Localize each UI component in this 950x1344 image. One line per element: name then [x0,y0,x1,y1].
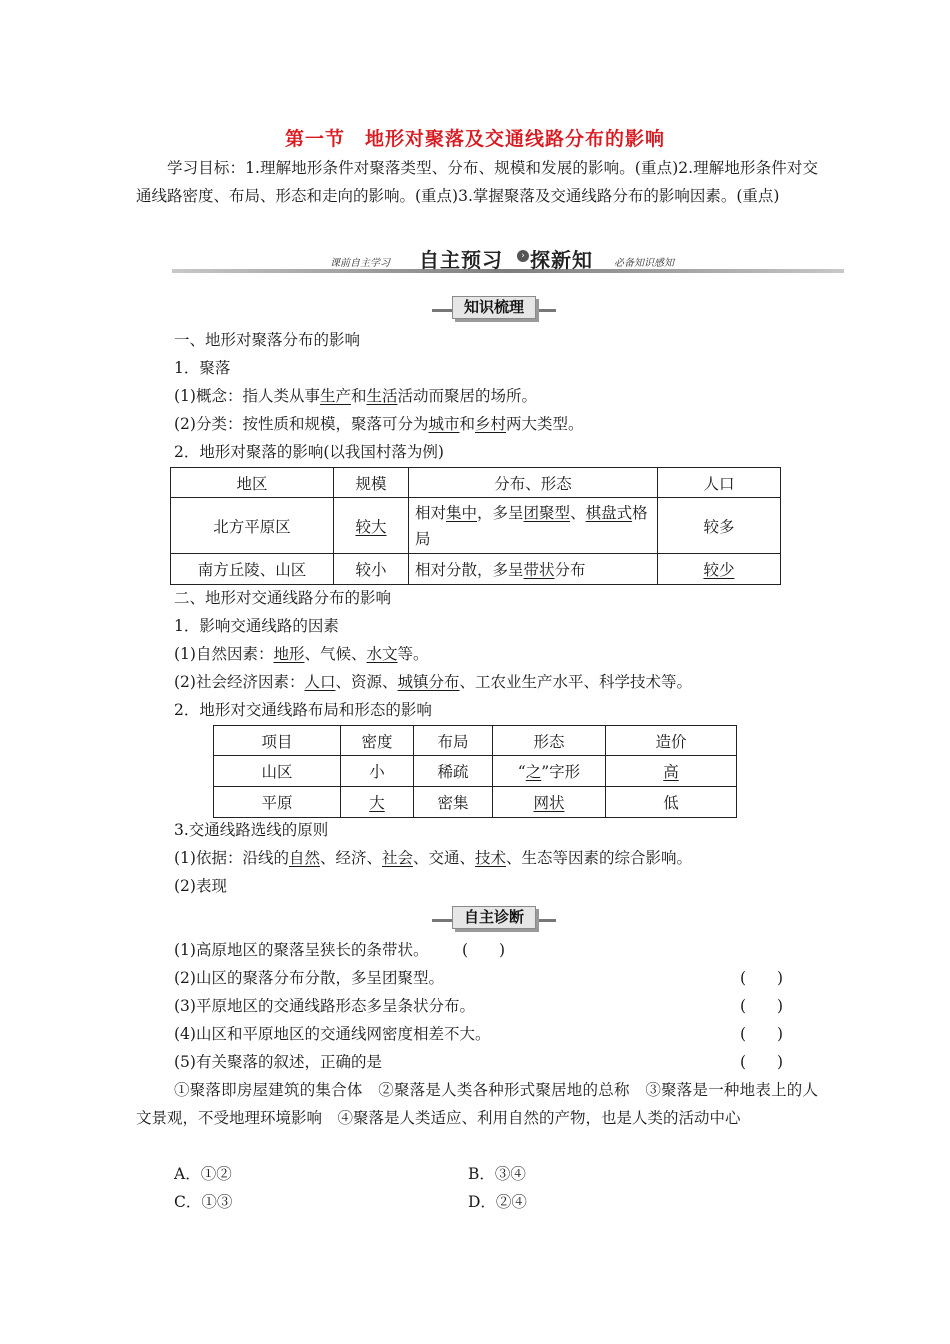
settlement-table [170,467,781,585]
table-header: 规模 [334,468,409,498]
table-header: 分布、形态 [409,468,658,498]
table-cell: 较多 [658,498,781,554]
table-cell: “之”字形 [493,756,606,787]
part1-sub2: 2．地形对聚落的影响(以我国村落为例) [174,443,444,461]
table-header: 密度 [341,726,414,756]
part2-sub1: 1．影响交通线路的因素 [174,617,339,635]
question-5: (5)有关聚落的叙述，正确的是 [174,1053,382,1071]
table-cell: 南方丘陵、山区 [171,554,334,585]
question-3: (3)平原地区的交通线路形态多呈条状分布。 [174,997,475,1015]
option-d: D．②④ [468,1193,527,1211]
performance-line: (2)表现 [174,877,227,895]
chevron-right-icon: › [517,250,529,262]
table-cell: 相对分散，多呈带状分布 [409,554,658,585]
table-cell: 北方平原区 [171,498,334,554]
banner-rule [172,269,844,273]
transport-table [213,725,737,818]
question-4: (4)山区和平原地区的交通线网密度相差不大。 [174,1025,491,1043]
banner-right-label: 必备知识感知 [614,258,674,269]
banner-main-label-1: 自主预习 [419,248,503,272]
table-cell: 大 [341,787,414,818]
banner-left-label: 课前自主学习 [330,258,390,269]
table-cell: 较小 [334,554,409,585]
table-cell: 稀疏 [414,756,493,787]
part1-heading: 一、地形对聚落分布的影响 [174,331,361,349]
concept-line: (1)概念：指人类从事生产和生活活动而聚居的场所。 [174,387,538,405]
table-cell: 平原 [214,787,341,818]
table-cell: 网状 [493,787,606,818]
table-header: 地区 [171,468,334,498]
table-header: 布局 [414,726,493,756]
part2-heading: 二、地形对交通线路分布的影响 [174,589,392,607]
table-header: 项目 [214,726,341,756]
tag-knowledge: 知识梳理 [432,296,556,322]
table-cell: 较大 [334,498,409,554]
table-cell: 密集 [414,787,493,818]
part1-sub1: 1．聚落 [174,359,231,377]
answer-blank-3: ( ) [740,997,784,1015]
page-title: 第一节 地形对聚落及交通线路分布的影响 [284,128,665,150]
question-2: (2)山区的聚落分布分散，多呈团聚型。 [174,969,444,987]
learning-goals: 学习目标：1.理解地形条件对聚落类型、分布、规模和发展的影响。(重点)2.理解地形条件对交通线路密度、布局、形态和走向的影响。(重点)3.掌握聚落及交通线路分布的影响因素。(重点) [136,159,818,205]
table-cell: 小 [341,756,414,787]
table-header: 造价 [606,726,737,756]
table-cell: 相对集中，多呈团聚型、棋盘式格局 [409,498,658,554]
option-a: A．①② [174,1165,232,1183]
answer-blank-2: ( ) [740,969,784,987]
banner-main-label-2: 探新知 [530,248,593,272]
question-5-statements: ①聚落即房屋建筑的集合体 ②聚落是人类各种形式聚居地的总称 ③聚落是一种地表上的人文景观，不受地理环境影响 ④聚落是人类适应、利用自然的产物，也是人类的活动中心 [136,1081,818,1127]
natural-factors-line: (1)自然因素：地形、气候、水文等。 [174,645,429,663]
question-1: (1)高原地区的聚落呈狭长的条带状。 [174,941,429,959]
table-cell: 山区 [214,756,341,787]
section-banner [172,244,844,280]
table-header: 形态 [493,726,606,756]
tag-diagnosis: 自主诊断 [432,906,556,932]
table-cell: 较少 [658,554,781,585]
option-b: B．③④ [468,1165,526,1183]
answer-blank-5: ( ) [740,1053,784,1071]
table-header: 人口 [658,468,781,498]
category-line: (2)分类：按性质和规模，聚落可分为城市和乡村两大类型。 [174,415,584,433]
answer-blank-4: ( ) [740,1025,784,1043]
part2-sub3: 3.交通线路选线的原则 [174,821,329,839]
part2-sub2: 2．地形对交通线路布局和形态的影响 [174,701,432,719]
social-factors-line: (2)社会经济因素：人口、资源、城镇分布、工农业生产水平、科学技术等。 [174,673,693,691]
table-cell: 低 [606,787,737,818]
basis-line: (1)依据：沿线的自然、经济、社会、交通、技术、生态等因素的综合影响。 [174,849,693,867]
option-c: C．①③ [174,1193,233,1211]
table-cell: 高 [606,756,737,787]
answer-blank-1: ( ) [462,941,506,959]
